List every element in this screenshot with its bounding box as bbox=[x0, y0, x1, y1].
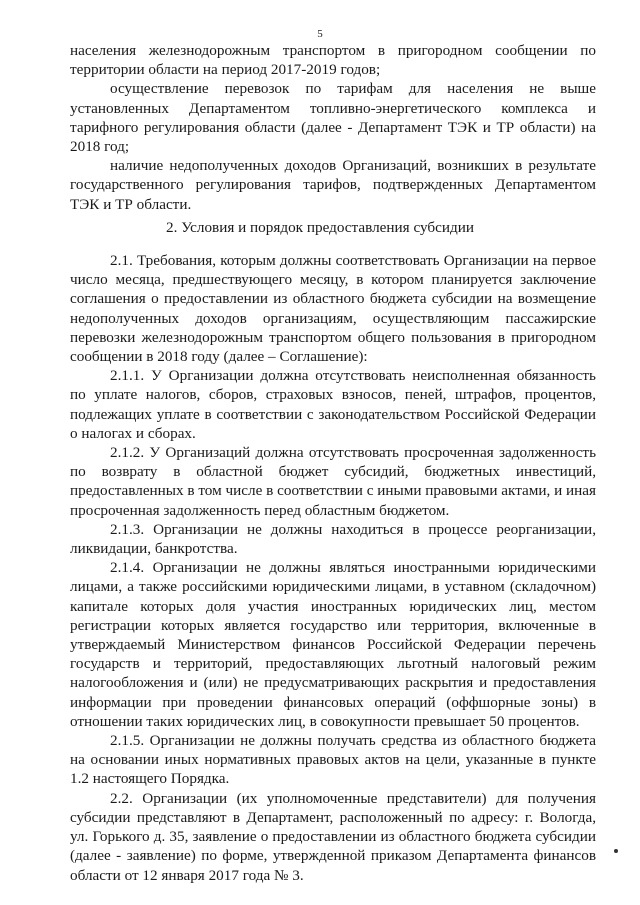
intro-block bbox=[70, 41, 596, 214]
clause-2-1-2: 2.1.2. У Организаций должна отсутствовать просроченная задолженность по возврату в областной бюджет субсидий, бюджетных инвестиций, предоставленных в том числе в соответствии с иными правовыми актами, и иная просроченная задолженность перед областным бюджетом. bbox=[70, 444, 597, 519]
page-number: 5 bbox=[317, 28, 323, 40]
clause-2-1-5: 2.1.5. Организации не должны получать средства из областного бюджета на основании иных нормативных правовых актов на цели, указанные в пункте 1.2 настоящего Порядка. bbox=[70, 732, 596, 788]
clause-2-2: 2.2. Организации (их уполномоченные представители) для получения субсидии представляют в Департамент, расположенный по адресу: г. Вологда, ул. Горького д. 35, заявление о предоставлении из областного бюджета субсидии (далее - заявление) по форме, утвержденной приказом Департамента финансов области от 12 января 2017 года № 3. bbox=[70, 789, 596, 884]
section-heading: 2. Условия и порядок предоставления субсидии bbox=[166, 219, 474, 236]
clause-2-1: 2.1. Требования, которым должны соответствовать Организации на первое число месяца, предшествующего месяцу, в котором планируется заключение соглашения о предоставлении из областного бюджета субсидии на возмещение недополученных доходов организациям, осуществляющим пассажирские перевозки железнодорожным транспортом общего пользования в пригородном сообщении в 2018 году (далее – Соглашение): bbox=[70, 252, 596, 366]
scan-speck bbox=[614, 849, 618, 853]
intro-paragraph: населения железнодорожным транспортом в пригородном сообщении по территории области на период 2017-2019 годов; bbox=[70, 42, 596, 79]
clause-2-1-3: 2.1.3. Организации не должны находиться в процессе реорганизации, ликвидации, банкротства. bbox=[70, 520, 596, 558]
intro-paragraph: наличие недополученных доходов Организаций, возникших в результате государственного регулирования тарифов, подтвержденных Департаментом ТЭК и ТР области. bbox=[70, 157, 596, 213]
clause-2-1-1: 2.1.1. У Организации должна отсутствовать неисполненная обязанность по уплате налогов, сборов, страховых взносов, пеней, штрафов, процентов, подлежащих уплате в соответствии с законодательством Российской Федерации о налогах и сборах. bbox=[70, 367, 596, 442]
clause-2-1-4: 2.1.4. Организации не должны являться иностранными юридическими лицами, а также российскими юридическими лицами, в уставном (складочном) капитале которых доля участия иностранных юридических лиц, местом регистрации которых является государство или территория, включенные в утверждаемый Министерством финансов Российской Федерации перечень государств и территорий, предоставляющих льготный налоговый режим налогообложения и (или) не предусматривающих раскрытия и предоставления информации при проведении финансовых операций (оффшорные зоны) в отношении таких юридических лиц, в совокупности превышает 50 процентов. bbox=[70, 559, 596, 730]
section-body bbox=[70, 251, 596, 885]
intro-paragraph: осуществление перевозок по тарифам для населения не выше установленных Департаментом топливно-энергетического комплекса и тарифного регулирования области (далее - Департамент ТЭК и ТР области) на 2018 год; bbox=[70, 80, 596, 156]
